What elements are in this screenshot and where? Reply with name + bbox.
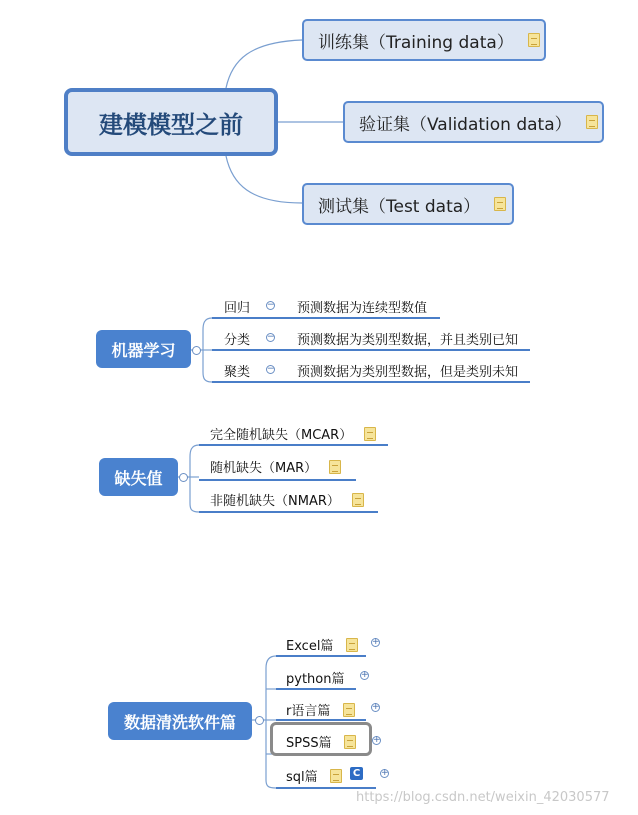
- collapse-icon[interactable]: [255, 716, 264, 725]
- topic-label: r语言篇: [286, 704, 331, 719]
- root-topic-missing-values[interactable]: 缺失值: [99, 458, 178, 496]
- topic-label: SPSS篇: [286, 736, 332, 751]
- note-icon[interactable]: [346, 638, 358, 652]
- root-topic-modeling[interactable]: 建模模型之前: [64, 88, 278, 156]
- collapse-icon[interactable]: −: [267, 300, 275, 310]
- note-icon[interactable]: [330, 769, 342, 783]
- collapse-icon[interactable]: [179, 473, 188, 482]
- collapse-icon[interactable]: −: [267, 332, 275, 342]
- watermark: https://blog.csdn.net/weixin_42030577: [356, 790, 610, 805]
- topic-label: Excel篇: [286, 639, 334, 654]
- topic-python[interactable]: [286, 668, 344, 687]
- note-icon[interactable]: [329, 460, 341, 474]
- topic-mar[interactable]: [210, 457, 341, 476]
- note-icon[interactable]: [343, 703, 355, 717]
- topic-label: 非随机缺失（NMAR）: [210, 494, 340, 509]
- topic-label: 完全随机缺失（MCAR）: [210, 428, 353, 443]
- topic-regression-desc[interactable]: 预测数据为连续型数值: [297, 301, 428, 316]
- collapse-icon[interactable]: [192, 346, 201, 355]
- topic-label: python篇: [286, 672, 345, 687]
- topic-label: 随机缺失（MAR）: [210, 461, 318, 476]
- topic-classification-desc[interactable]: 预测数据为类别型数据，并且类别已知: [297, 333, 519, 348]
- topic-classification[interactable]: 分类: [224, 333, 251, 348]
- root-topic-machine-learning[interactable]: 机器学习: [96, 330, 191, 368]
- root-topic-data-cleaning-software[interactable]: 数据清洗软件篇: [108, 702, 252, 740]
- note-icon[interactable]: [344, 735, 356, 749]
- topic-excel[interactable]: [286, 635, 358, 654]
- topic-sql[interactable]: [286, 766, 342, 785]
- topic-validation-data[interactable]: [343, 101, 604, 143]
- c-badge-icon[interactable]: C: [350, 767, 363, 780]
- topic-r-language[interactable]: [286, 700, 355, 719]
- expand-icon[interactable]: +: [381, 768, 389, 778]
- topic-clustering-desc[interactable]: 预测数据为类别型数据，但是类别未知: [297, 365, 519, 380]
- note-icon[interactable]: [352, 493, 364, 507]
- expand-icon[interactable]: +: [372, 637, 380, 647]
- topic-label: 测试集（Test data）: [318, 196, 481, 217]
- expand-icon[interactable]: +: [373, 735, 381, 745]
- note-icon[interactable]: [528, 33, 540, 47]
- note-icon[interactable]: [494, 197, 506, 211]
- expand-icon[interactable]: +: [372, 702, 380, 712]
- topic-label: 训练集（Training data）: [318, 32, 514, 53]
- topic-label: sql篇: [286, 770, 318, 785]
- topic-regression[interactable]: 回归: [224, 301, 251, 316]
- topic-label: 验证集（Validation data）: [359, 114, 572, 135]
- topic-clustering[interactable]: 聚类: [224, 365, 251, 380]
- topic-training-data[interactable]: [302, 19, 546, 61]
- note-icon[interactable]: [364, 427, 376, 441]
- topic-mcar[interactable]: [210, 424, 376, 443]
- expand-icon[interactable]: +: [361, 670, 369, 680]
- topic-spss[interactable]: [286, 732, 356, 751]
- topic-test-data[interactable]: [302, 183, 514, 225]
- collapse-icon[interactable]: −: [267, 364, 275, 374]
- note-icon[interactable]: [586, 115, 598, 129]
- topic-nmar[interactable]: [210, 490, 364, 509]
